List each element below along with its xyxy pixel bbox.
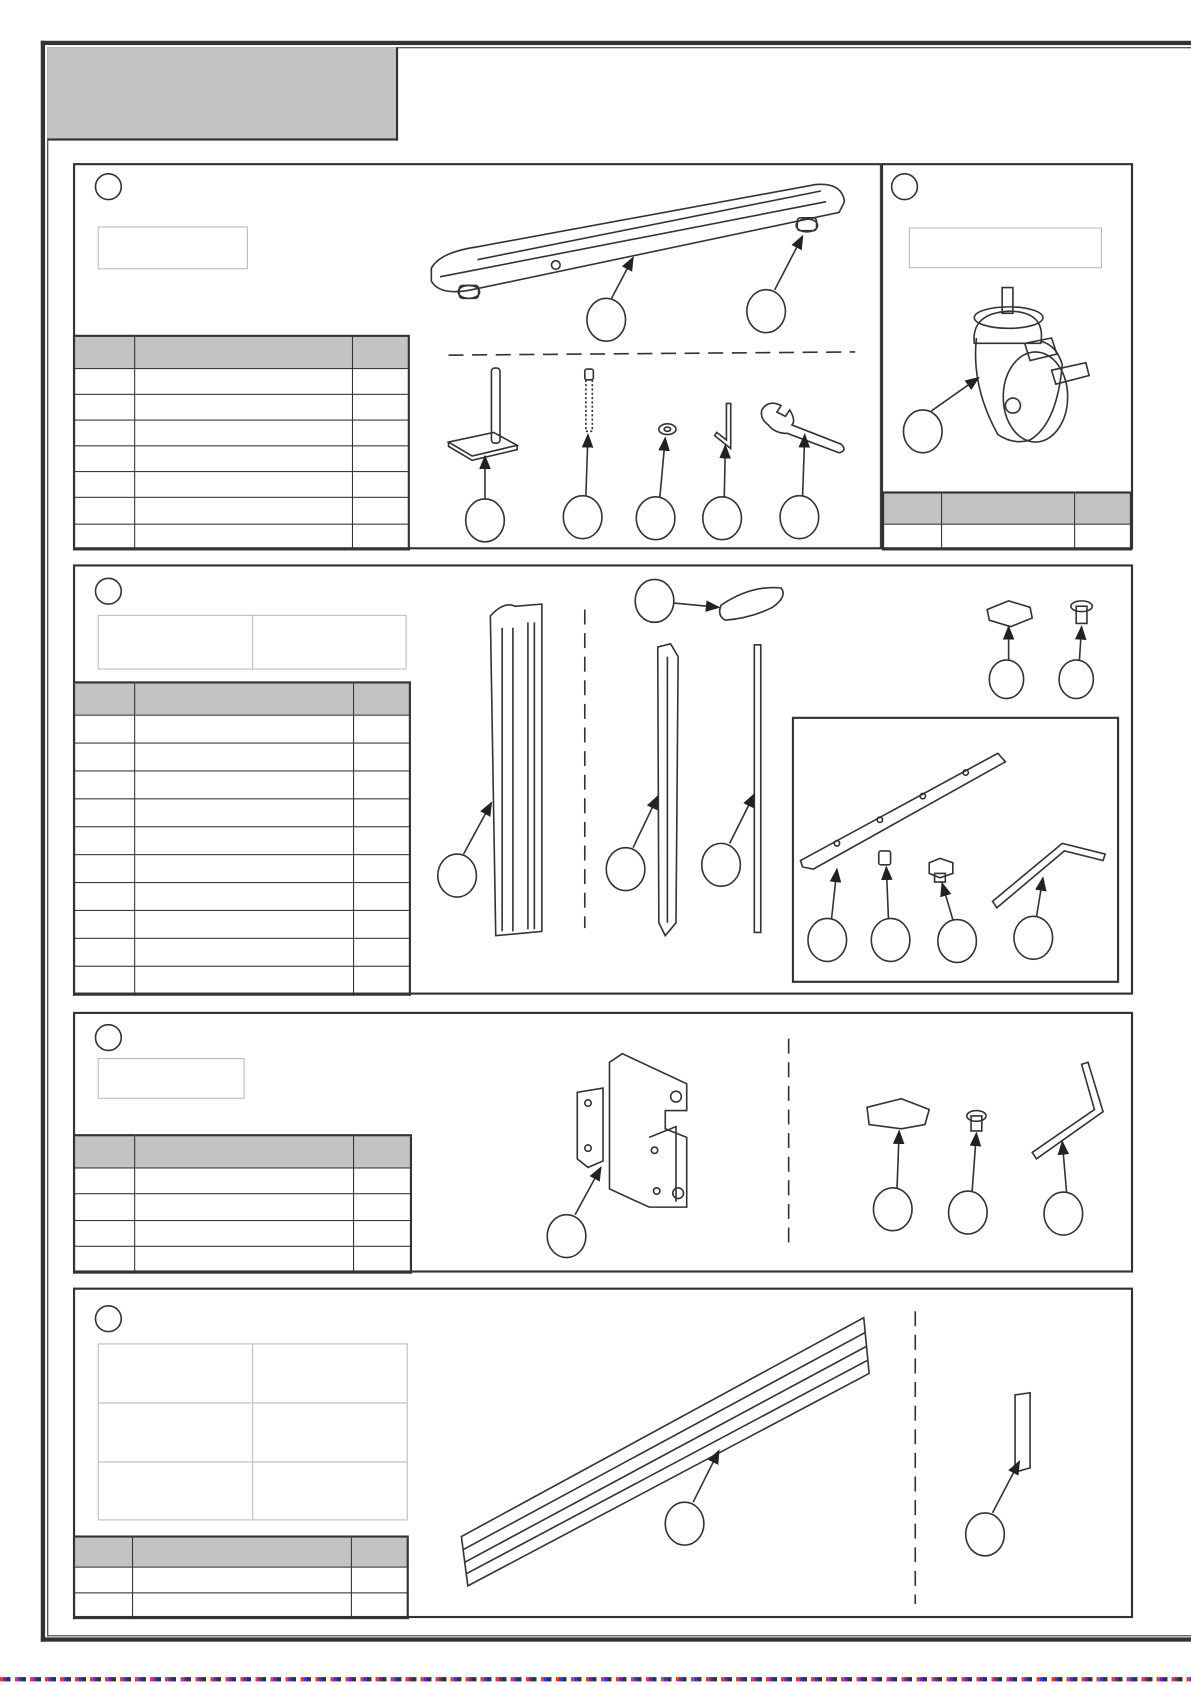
hex-key-part — [1032, 1062, 1103, 1159]
callout — [938, 883, 977, 962]
bracket-part — [577, 1054, 686, 1207]
section-2-number — [95, 578, 121, 604]
callout — [1014, 878, 1053, 960]
section-1-number — [95, 174, 121, 200]
callout — [635, 579, 719, 622]
rail-with-holes-part — [800, 753, 1005, 869]
section-number-circles — [95, 174, 917, 1332]
callout — [636, 438, 675, 540]
column-profile-part — [490, 604, 542, 936]
callouts — [438, 236, 1094, 1556]
long-hex-key-part — [993, 843, 1106, 907]
callout — [873, 1131, 912, 1231]
callout — [1044, 1142, 1083, 1235]
callout — [1059, 627, 1093, 699]
end-cap-part — [720, 588, 783, 621]
callout — [563, 435, 602, 539]
callout — [949, 1133, 988, 1234]
hex-key-part — [715, 403, 731, 448]
slot-nut-part — [867, 1099, 929, 1129]
callout — [903, 378, 978, 453]
set-screw-part — [879, 851, 891, 865]
callout — [606, 796, 658, 890]
callout — [587, 258, 633, 342]
countersunk-screw-part — [967, 1111, 986, 1131]
callout — [438, 803, 492, 897]
long-bolt-part — [585, 369, 594, 431]
callout — [871, 867, 910, 961]
cover-plate-part — [1015, 1393, 1030, 1472]
cover-strip-part — [658, 644, 678, 936]
button-screw-part — [1071, 601, 1092, 624]
caster-wheel-part — [974, 288, 1089, 443]
wrench-part — [761, 403, 844, 453]
section-4-number — [95, 1306, 121, 1332]
callout — [466, 456, 505, 542]
callout — [703, 445, 742, 539]
mounting-post-part — [449, 368, 518, 460]
callout — [989, 627, 1023, 699]
foot-bar-part — [431, 184, 844, 298]
callout — [808, 869, 847, 961]
washer-part — [659, 424, 676, 435]
section-1b-number — [892, 174, 918, 200]
callout — [702, 794, 755, 886]
section-3-number — [95, 1025, 121, 1051]
callout — [747, 236, 803, 333]
scan-artifact-strip — [0, 1677, 1191, 1681]
callout — [547, 1167, 601, 1257]
thin-strip-part — [754, 645, 760, 933]
callout — [780, 435, 819, 539]
callout — [665, 1451, 719, 1545]
hex-bolt-part — [929, 858, 953, 882]
slot-nut-part — [987, 601, 1032, 627]
callout — [966, 1461, 1020, 1555]
extrusion-beam-part — [461, 1318, 869, 1586]
